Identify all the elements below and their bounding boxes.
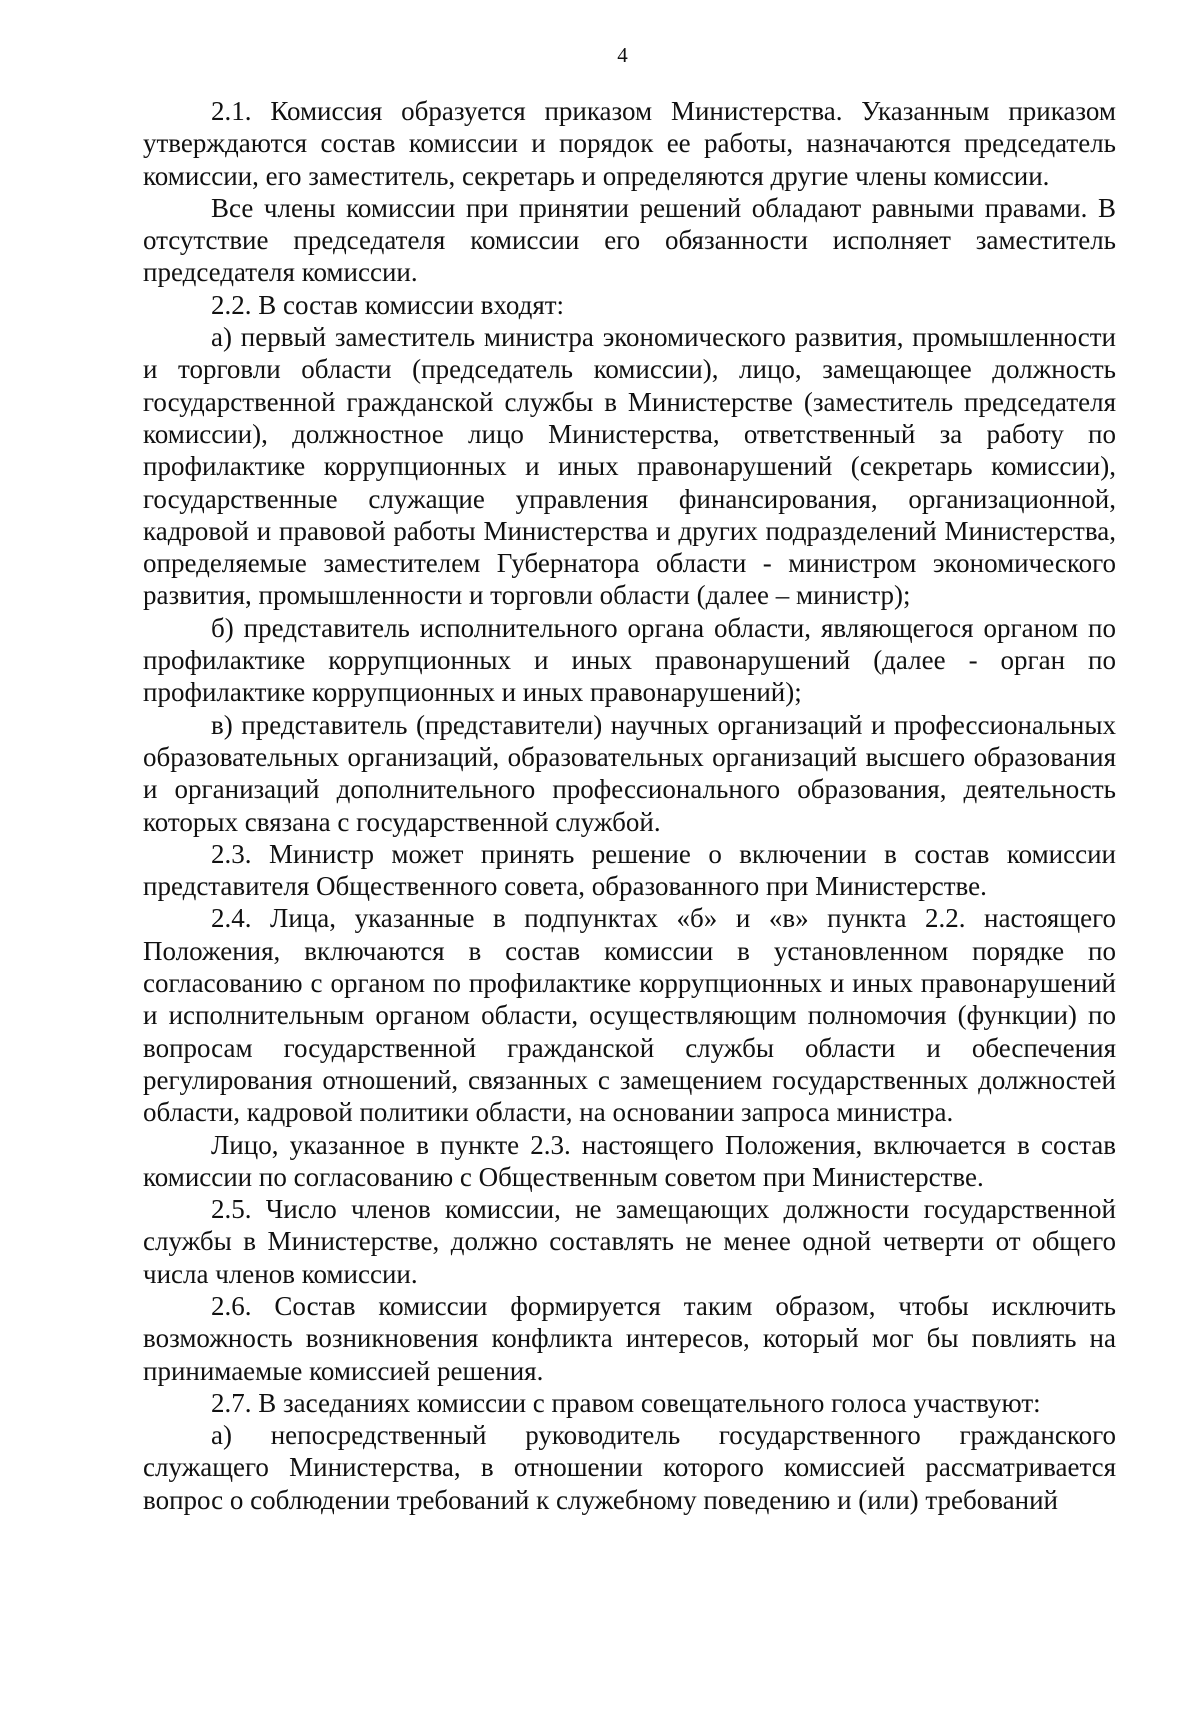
paragraph-2-7-a: а) непосредственный руководитель государственного гражданского служащего Министерства, в отношении которого комиссией рассматривается вопрос о соблюдении требований к служебному поведению и (или) требований bbox=[143, 1420, 1116, 1515]
paragraph-2-2-a: а) первый заместитель министра экономического развития, промышленности и торговли области (председатель комиссии), лицо, замещающее должность государственной гражданской службы в Министерстве (заместитель председателя комиссии), должностное лицо Министерства, ответственный за работу по профилактике коррупционных и иных правонарушений (секретарь комиссии), государственные служащие управления финансирования, организационной, кадровой и правовой работы Министерства и других подразделений Министерства, определяемые заместителем Губернатора области - министром экономического развития, промышленности и торговли области (далее – министр); bbox=[143, 322, 1116, 611]
document-body bbox=[143, 95, 1116, 1516]
paragraph-2-4: 2.4. Лица, указанные в подпунктах «б» и «в» пункта 2.2. настоящего Положения, включаются в состав комиссии в установленном порядке по согласованию с органом по профилактике коррупционных и иных правонарушений и исполнительным органом области, осуществляющим полномочия (функции) по вопросам государственной гражданской службы области и обеспечения регулирования отношений, связанных с замещением государственных должностей области, кадровой политики области, на основании запроса министра. bbox=[143, 903, 1116, 1128]
paragraph-2-2: 2.2. В состав комиссии входят: bbox=[211, 289, 565, 320]
paragraph-2-2-v: в) представитель (представители) научных организаций и профессиональных образовательных организаций, образовательных организаций высшего образования и организаций дополнительного профессионального образования, деятельность которых связана с государственной службой. bbox=[143, 709, 1116, 837]
paragraph-2-5: 2.5. Число членов комиссии, не замещающих должности государственной службы в Министерстве, должно составлять не менее одной четверти от общего числа членов комиссии. bbox=[143, 1194, 1116, 1289]
paragraph-2-2-b: б) представитель исполнительного органа области, являющегося органом по профилактике коррупционных и иных правонарушений (далее - орган по профилактике коррупционных и иных правонарушений); bbox=[143, 612, 1116, 708]
paragraph-public-council: Лицо, указанное в пункте 2.3. настоящего Положения, включается в состав комиссии по согласованию с Общественным советом при Министерстве. bbox=[143, 1129, 1116, 1192]
paragraph-2-3: 2.3. Министр может принять решение о включении в состав комиссии представителя Общественного совета, образованного при Министерстве. bbox=[143, 838, 1116, 902]
paragraph-2-6: 2.6. Состав комиссии формируется таким образом, чтобы исключить возможность возникновения конфликта интересов, который мог бы повлиять на принимаемые комиссией решения. bbox=[143, 1290, 1116, 1386]
paragraph-members-equal-rights: Все члены комиссии при принятии решений обладают равными правами. В отсутствие председателя комиссии его обязанности исполняет заместитель председателя комиссии. bbox=[143, 192, 1116, 288]
paragraph-2-7: 2.7. В заседаниях комиссии с правом совещательного голоса участвуют: bbox=[211, 1387, 1041, 1418]
paragraph-2-1: 2.1. Комиссия образуется приказом Министерства. Указанным приказом утверждаются состав комиссии и порядок ее работы, назначаются председатель комиссии, его заместитель, секретарь и определяются другие члены комиссии. bbox=[143, 96, 1116, 191]
page-number: 4 bbox=[617, 43, 628, 67]
